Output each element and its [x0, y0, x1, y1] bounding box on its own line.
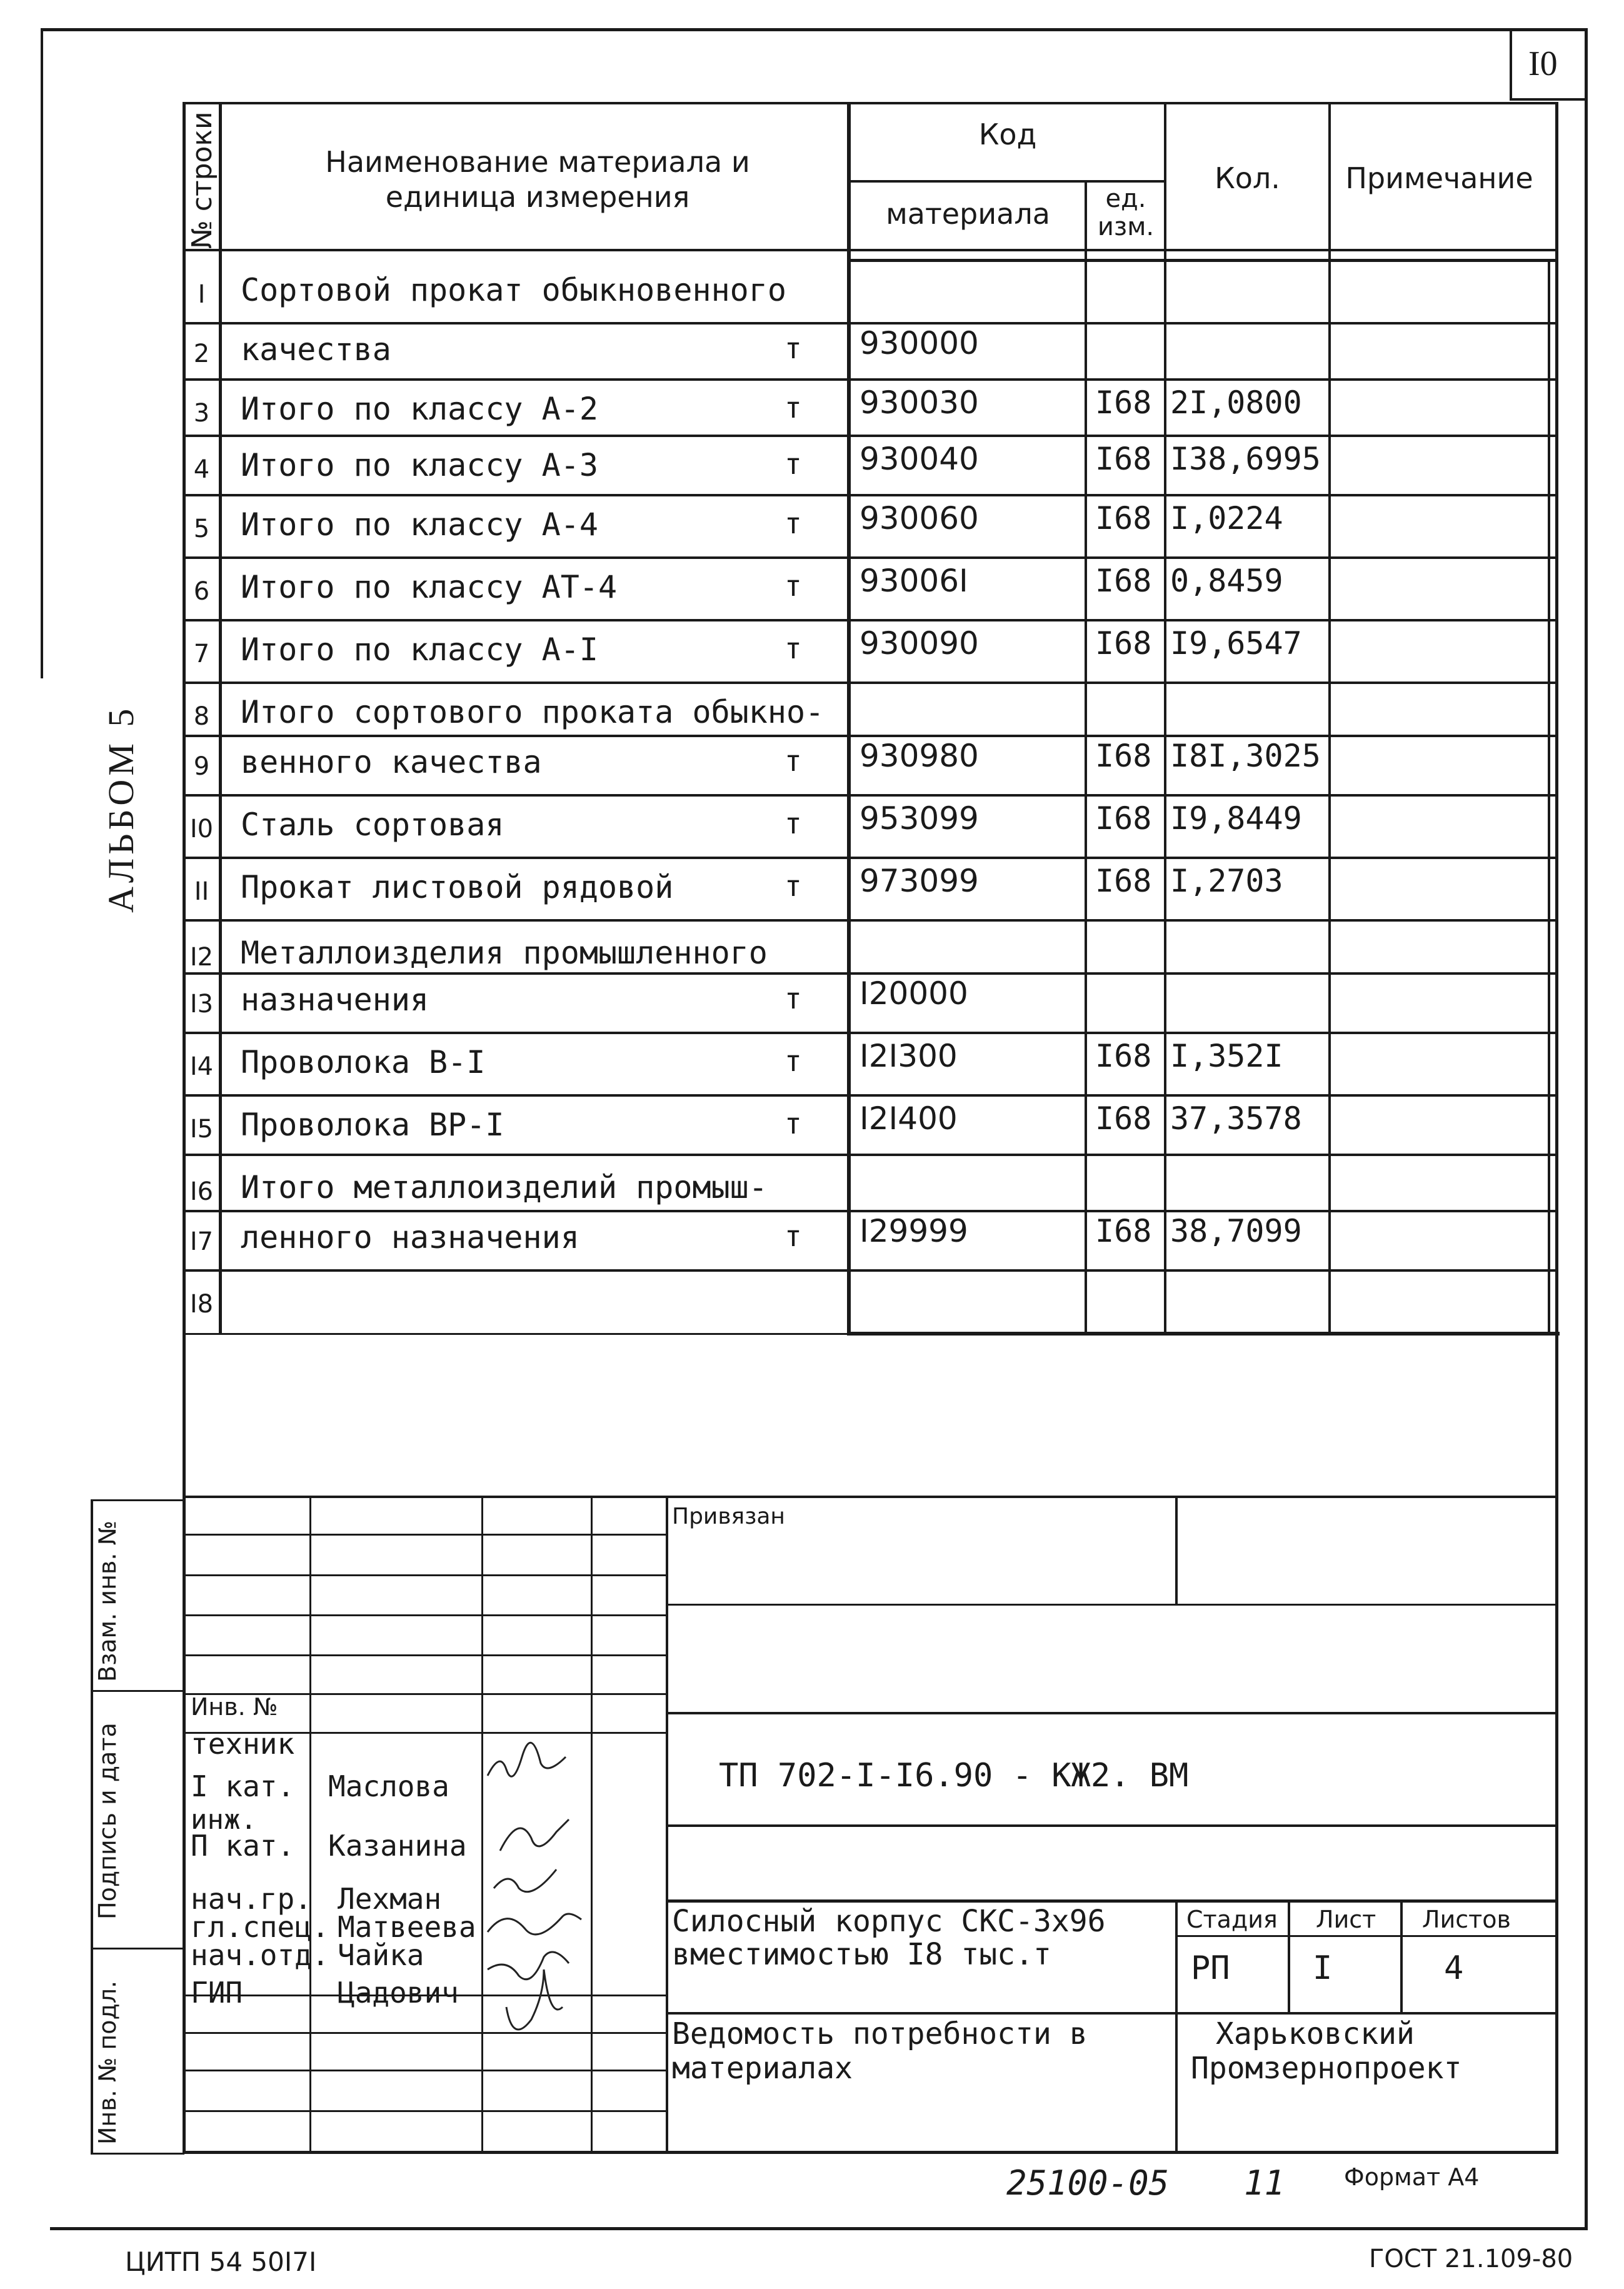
row-unit: т	[784, 982, 802, 1015]
staff-role-0: техник	[191, 1727, 295, 1761]
header-code-material: материала	[886, 197, 1050, 231]
row-unit-code: I68	[1095, 625, 1152, 662]
sheet-number: I0	[1528, 44, 1558, 83]
row-name: Проволока ВР-I	[241, 1107, 504, 1143]
row-unit: т	[784, 569, 802, 603]
sheets-value: 4	[1444, 1949, 1464, 1987]
row-qty: I9,8449	[1170, 800, 1302, 837]
row-name: Проволока В-I	[241, 1044, 486, 1080]
row-name: Металлоизделия промышленного	[241, 935, 768, 971]
row-divider	[183, 378, 1558, 381]
header-name-line2: единица измерения	[385, 180, 690, 214]
row-name: Итого по классу А-4	[241, 506, 598, 543]
row-name: Прокат листовой рядовой	[241, 869, 674, 905]
row-code: 930030	[860, 385, 979, 421]
staff-role-2: инж.	[191, 1804, 257, 1836]
sheets-label: Листов	[1422, 1906, 1511, 1933]
row-number: 8	[193, 702, 210, 731]
handwritten-page: 11	[1244, 2163, 1285, 2203]
row-divider	[183, 1094, 1558, 1097]
row-unit-code: I68	[1095, 385, 1152, 421]
row-name: Сортовой прокат обыкновенного	[241, 272, 786, 308]
stamp-podpis-data: Подпись и дата	[94, 1723, 121, 1919]
row-name: Итого по классу А-2	[241, 391, 598, 427]
staff-name-3: Казанина	[328, 1829, 467, 1863]
header-row-number: № строки	[186, 111, 218, 249]
row-name: назначения	[241, 982, 429, 1018]
doc-title-line2: материалах	[672, 2051, 853, 2086]
row-unit: т	[784, 1219, 802, 1253]
row-number: I2	[189, 943, 214, 972]
org-line2: Промзернопроект	[1191, 2051, 1462, 2086]
project-line2: вместимостью I8 тыс.т	[672, 1937, 1051, 1972]
row-unit: т	[784, 744, 802, 778]
row-code: 930980	[860, 738, 979, 774]
row-divider	[183, 556, 1558, 559]
row-number: I4	[189, 1052, 214, 1081]
row-qty: 38,7099	[1170, 1213, 1302, 1249]
row-number: 5	[193, 515, 210, 543]
row-name: Итого по классу А-3	[241, 447, 598, 483]
row-divider	[183, 919, 1558, 922]
row-divider	[183, 682, 1558, 684]
row-qty: I38,6995	[1170, 441, 1321, 477]
row-unit: т	[784, 1107, 802, 1140]
row-unit: т	[784, 631, 802, 665]
row-number: 7	[193, 640, 210, 668]
doc-title-line1: Ведомость потребности в	[672, 2016, 1088, 2051]
row-name: Итого металлоизделий промыш-	[241, 1169, 768, 1205]
staff-name-1: Маслова	[328, 1769, 449, 1803]
row-divider	[183, 619, 1558, 621]
row-unit-code: I68	[1095, 563, 1152, 599]
row-number: I7	[189, 1227, 214, 1256]
row-name: Итого по классу А-I	[241, 631, 598, 668]
sheet-value: I	[1313, 1949, 1333, 1987]
row-unit-code: I68	[1095, 500, 1152, 536]
row-code: 930040	[860, 441, 979, 477]
row-number: I3	[189, 990, 214, 1019]
sheet-label: Лист	[1316, 1906, 1376, 1933]
row-code: 930000	[860, 325, 979, 361]
row-number: 2	[193, 340, 210, 368]
row-unit-code: I68	[1095, 1038, 1152, 1074]
row-unit-code: I68	[1095, 800, 1152, 837]
row-divider	[183, 794, 1558, 797]
stage-value: РП	[1191, 1949, 1230, 1987]
row-number: 4	[193, 455, 210, 484]
row-qty: I8I,3025	[1170, 738, 1321, 774]
row-divider	[183, 1269, 1558, 1272]
row-code: I2I300	[860, 1038, 958, 1074]
row-name: ленного назначения	[241, 1219, 579, 1255]
stage-label: Стадия	[1186, 1906, 1278, 1933]
row-number: I5	[189, 1115, 214, 1144]
row-qty: 37,3578	[1170, 1100, 1302, 1137]
row-qty: 2I,0800	[1170, 385, 1302, 421]
row-name: Итого сортового проката обыкно-	[241, 694, 825, 730]
row-qty: I,2703	[1170, 863, 1283, 899]
row-unit: т	[784, 506, 802, 540]
staff-role-7: ГИП	[191, 1976, 243, 2010]
row-unit-code: I68	[1095, 1100, 1152, 1137]
staff-name-5: Матвеева	[338, 1910, 476, 1944]
row-qty: I9,6547	[1170, 625, 1302, 662]
stamp-inv-podl: Инв. № подл.	[94, 1980, 121, 2145]
footer-left: ЦИТП 54 50I7I	[125, 2246, 317, 2277]
row-code: 953099	[860, 800, 979, 837]
privyazan-label: Привязан	[672, 1504, 785, 1529]
header-name-line1: Наименование материала и	[325, 145, 750, 179]
row-divider	[183, 1154, 1558, 1156]
row-code: I2I400	[860, 1100, 958, 1137]
row-code: I20000	[860, 975, 968, 1012]
row-divider	[183, 857, 1558, 859]
signatures-image	[475, 1732, 600, 2107]
row-unit-code: I68	[1095, 863, 1152, 899]
row-qty: I,0224	[1170, 500, 1283, 536]
header-note: Примечание	[1345, 161, 1533, 195]
row-unit-code: I68	[1095, 1213, 1152, 1249]
row-divider	[183, 1210, 1558, 1212]
row-code: 93006I	[860, 563, 968, 599]
document-code: ТП 702-I-I6.90 - КЖ2. ВМ	[719, 1757, 1189, 1794]
staff-name-4: Лехман	[338, 1882, 442, 1916]
row-number: 9	[193, 752, 210, 781]
row-number: 6	[193, 577, 210, 606]
row-name: Итого по классу АТ-4	[241, 569, 618, 605]
row-name: венного качества	[241, 744, 542, 780]
header-code-unit-2: изм.	[1097, 213, 1155, 241]
row-number: I	[198, 280, 206, 309]
album-label: АЛЬБОМ 5	[101, 705, 141, 913]
row-unit: т	[784, 391, 802, 425]
row-divider	[183, 494, 1558, 496]
row-code: 973099	[860, 863, 979, 899]
row-number: I0	[189, 815, 214, 843]
staff-name-6: Чайка	[338, 1938, 424, 1972]
row-name: качества	[241, 331, 391, 368]
row-number: II	[194, 877, 209, 906]
row-code: 930060	[860, 500, 979, 536]
row-divider	[183, 972, 1558, 975]
row-unit: т	[784, 331, 802, 365]
inv-no-label: Инв. №	[191, 1693, 278, 1721]
footer-right: ГОСТ 21.109-80	[1369, 2245, 1573, 2273]
row-qty: I,352I	[1170, 1038, 1283, 1074]
row-number: 3	[193, 399, 210, 428]
row-number: I8	[189, 1290, 214, 1319]
header-qty: Кол.	[1215, 161, 1280, 195]
row-unit: т	[784, 447, 802, 481]
format-label: Формат А4	[1344, 2163, 1480, 2191]
outer-frame-top	[41, 28, 1588, 31]
header-code-unit-1: ед.	[1105, 184, 1146, 213]
handwritten-number: 25100-05	[1006, 2163, 1170, 2203]
org-line1: Харьковский	[1216, 2016, 1415, 2051]
row-unit-code: I68	[1095, 441, 1152, 477]
project-line1: Силосный корпус СКС-3х96	[672, 1904, 1106, 1939]
row-divider	[183, 735, 1558, 737]
outer-frame-bottom	[50, 2227, 1588, 2230]
row-unit: т	[784, 1044, 802, 1078]
row-code: 930090	[860, 625, 979, 662]
staff-role-3: П кат.	[191, 1829, 295, 1863]
stamp-vzam-inv: Взам. инв. №	[94, 1520, 121, 1682]
row-code: I29999	[860, 1213, 968, 1249]
outer-frame-left	[41, 28, 43, 678]
staff-role-4: нач.гр.	[191, 1882, 312, 1916]
staff-name-7: Цадович	[338, 1976, 459, 2010]
row-divider	[183, 435, 1558, 437]
row-qty: 0,8459	[1170, 563, 1283, 599]
staff-role-6: нач.отд.	[191, 1938, 329, 1972]
row-number: I6	[189, 1177, 214, 1206]
staff-role-5: гл.спец.	[191, 1910, 329, 1944]
row-divider	[183, 1032, 1558, 1034]
row-unit-code: I68	[1095, 738, 1152, 774]
row-unit: т	[784, 869, 802, 903]
row-divider	[183, 322, 1558, 324]
staff-role-1: I кат.	[191, 1769, 295, 1803]
header-code: Код	[978, 118, 1037, 151]
row-unit: т	[784, 807, 802, 840]
row-name: Сталь сортовая	[241, 807, 504, 843]
outer-frame-right	[1585, 28, 1588, 2229]
